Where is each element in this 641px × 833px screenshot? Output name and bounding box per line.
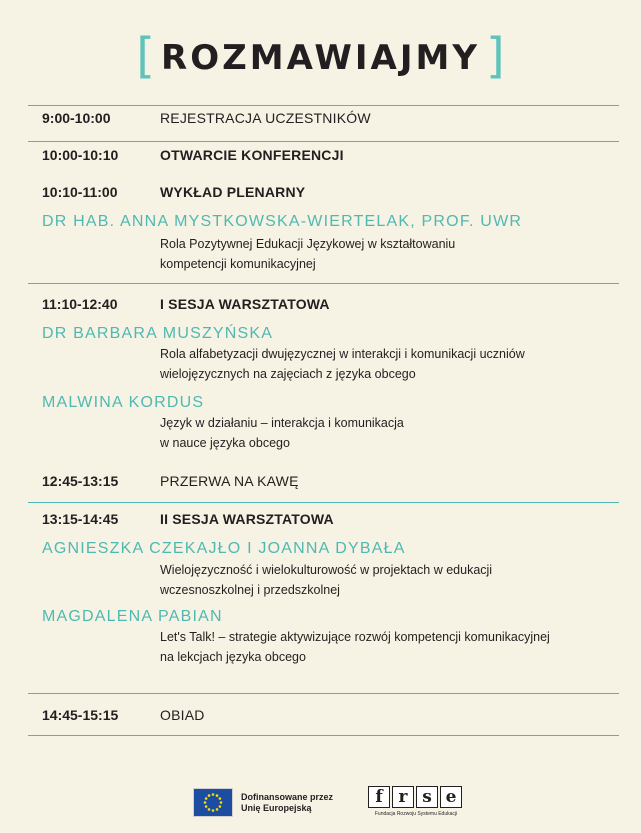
speaker-name: AGNIESZKA CZEKAJŁO I JOANNA DYBAŁA	[42, 540, 406, 557]
left-bracket: [	[136, 28, 156, 84]
frse-letter: r	[392, 786, 414, 808]
talk-title: na lekcjach języka obcego	[160, 650, 306, 664]
speaker-name: DR HAB. ANNA MYSTKOWSKA-WIERTELAK, PROF. UWR	[42, 213, 523, 230]
speaker-name: DR BARBARA MUSZYŃSKA	[42, 325, 274, 342]
eu-flag-icon	[193, 788, 233, 817]
talk-title: Rola alfabetyzacji dwujęzycznej w interakcji i komunikacji uczniów	[160, 347, 525, 361]
frse-letter: f	[368, 786, 390, 808]
speaker-name: MAGDALENA PABIAN	[42, 608, 223, 625]
speaker-name: MALWINA KORDUS	[42, 394, 205, 411]
slot-time: 10:10-11:00	[42, 184, 118, 200]
slot-label: OBIAD	[160, 707, 205, 723]
slot-time: 11:10-12:40	[42, 296, 118, 312]
eu-line-1: Dofinansowane przez	[241, 791, 334, 802]
divider	[28, 502, 619, 503]
slot-time: 14:45-15:15	[42, 707, 119, 723]
slot-time: 9:00-10:00	[42, 110, 111, 126]
slot-label: II SESJA WARSZTATOWA	[160, 511, 334, 527]
talk-title: wczesnoszkolnej i przedszkolnej	[160, 583, 340, 597]
divider	[28, 105, 619, 106]
divider	[28, 141, 619, 142]
divider	[28, 283, 619, 284]
slot-time: 13:15-14:45	[42, 511, 119, 527]
talk-title: w nauce języka obcego	[160, 436, 290, 450]
slot-label: I SESJA WARSZTATOWA	[160, 296, 330, 312]
slot-time: 12:45-13:15	[42, 473, 119, 489]
frse-subtitle: Fundacja Rozwoju Systemu Edukacji	[374, 811, 458, 817]
frse-letter: s	[416, 786, 438, 808]
eu-line-2: Unię Europejską	[241, 802, 312, 813]
talk-title: Wielojęzyczność i wielokulturowość w projektach w edukacji	[160, 563, 493, 577]
slot-label: WYKŁAD PLENARNY	[160, 184, 306, 200]
talk-title: Let's Talk! – strategie aktywizujące rozwój kompetencji komunikacyjnej	[160, 630, 550, 644]
page-header	[0, 30, 641, 86]
frse-letters	[368, 786, 464, 808]
talk-title: kompetencji komunikacyjnej	[160, 257, 316, 271]
page-title: ROZMAWIAJMY	[161, 38, 480, 78]
talk-title: wielojęzycznych na zajęciach z języka obcego	[160, 367, 416, 381]
slot-label: OTWARCIE KONFERENCJI	[160, 147, 344, 163]
right-bracket: ]	[485, 28, 505, 84]
slot-label: PRZERWA NA KAWĘ	[160, 473, 299, 489]
talk-title: Język w działaniu – interakcja i komunikacja	[160, 416, 404, 430]
slot-time: 10:00-10:10	[42, 147, 119, 163]
frse-letter: e	[440, 786, 462, 808]
frse-logo	[368, 786, 464, 817]
eu-funding-text	[241, 792, 333, 814]
slot-label: REJESTRACJA UCZESTNIKÓW	[160, 110, 371, 126]
eu-stars	[194, 789, 232, 816]
divider	[28, 693, 619, 694]
divider	[28, 735, 619, 736]
eu-funding-logo	[193, 788, 333, 817]
talk-title: Rola Pozytywnej Edukacji Językowej w kształtowaniu	[160, 237, 456, 251]
